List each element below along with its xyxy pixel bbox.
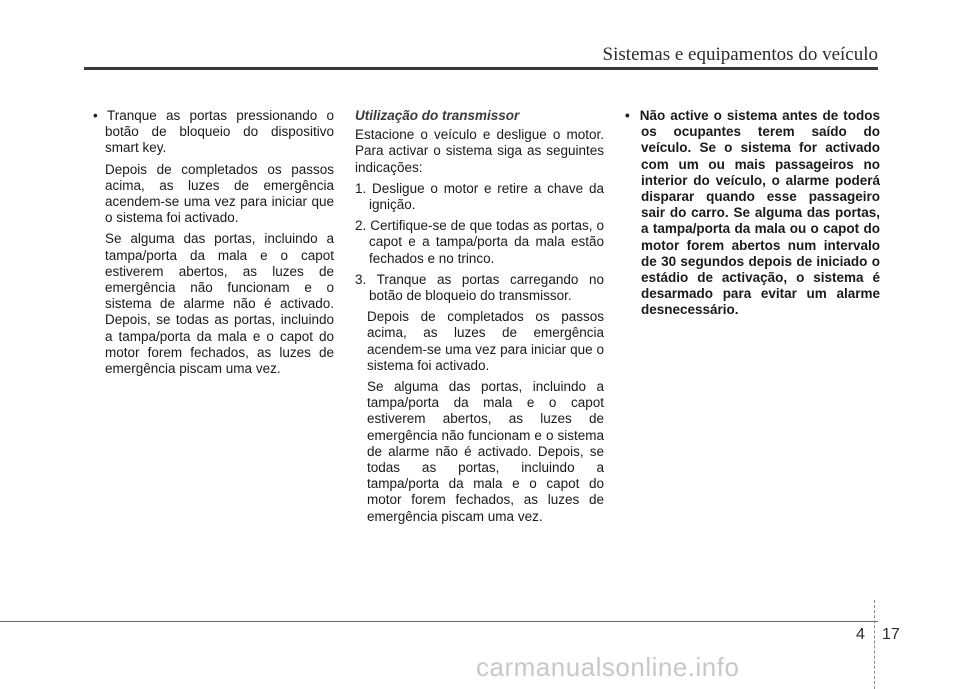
- step-1: 1. Desligue o motor e retire a chave da ignição.: [355, 180, 604, 213]
- bullet-lock-doors: • Tranque as portas pressionando o botão de bloqueio do dispositivo smart key.: [93, 108, 334, 156]
- step-3: 3. Tranque as portas carregando no botão de bloqueio do transmissor.: [355, 271, 604, 304]
- paragraph-doors-open: Se alguma das portas, incluindo a tampa/porta da mala e o capot estiverem abertos, as luzes de emergência não funcionam e o sistema de alarme não é activado. Depois, se todas as portas, incluindo a tampa/porta da mala e o capot do motor forem fechados, as luzes de emergência piscam uma vez.: [367, 379, 604, 524]
- chapter-number: 4: [856, 626, 865, 643]
- column-right: [625, 108, 880, 324]
- paragraph-doors-open: Se alguma das portas, incluindo a tampa/porta da mala e o capot estiverem abertos, as luzes de emergência não funcionam e o sistema de alarme não é activado. Depois, se todas as portas, incluindo a tampa/porta da mala e o capot do motor forem fechados, as luzes de emergência piscam uma vez.: [105, 231, 334, 377]
- section-header-title: Sistemas e equipamentos do veículo: [602, 44, 878, 65]
- paragraph-intro: Estacione o veículo e desligue o motor. Para activar o sistema siga as seguintes indicações:: [355, 127, 604, 175]
- watermark: carmanualsonline.info: [476, 652, 740, 682]
- paragraph-activated: Depois de completados os passos acima, as luzes de emergência acendem-se uma vez para iniciar que o sistema foi activado.: [105, 161, 334, 226]
- paragraph-activated: Depois de completados os passos acima, as luzes de emergência acendem-se uma vez para iniciar que o sistema foi activado.: [367, 309, 604, 373]
- warning-bullet: • Não active o sistema antes de todos os ocupantes terem saído do veículo. Se o sistema for activado com um ou mais passageiros no interior do veículo, o alarme poderá disparar quando esse passageiro sair do carro. Se alguma das portas, a tampa/porta da mala ou o capot do motor forem abertos num intervalo de 30 segundos depois de iniciado o estádio de activação, o sistema é desarmado para evitar um alarme desnecessário.: [625, 108, 880, 318]
- warning-text: Não active o sistema antes de todos os ocupantes terem saído do veículo. Se o sistema for activado com um ou mais passageiros no interior do veículo, o alarme poderá disparar quando esse passageiro sair do carro. Se alguma das portas, a tampa/porta da mala ou o capot do motor forem abertos num intervalo de 30 segundos depois de iniciado o estádio de activação, o sistema é desarmado para evitar um alarme desnecessário.: [639, 108, 880, 318]
- footer-divider: [0, 621, 878, 622]
- section-heading-transmitter: Utilização do transmissor: [355, 108, 520, 123]
- column-middle: [355, 108, 604, 530]
- bullet-lock-doors-text: Tranque as portas pressionando o botão de bloqueio do dispositivo smart key.: [105, 108, 334, 156]
- header-divider: [84, 67, 878, 70]
- page-number: 17: [882, 626, 900, 643]
- step-2: 2. Certifique-se de que todas as portas, o capot e a tampa/porta da mala estão fechados e no trinco.: [355, 218, 604, 266]
- column-left: [93, 108, 334, 382]
- footer-page-separator: [874, 600, 875, 689]
